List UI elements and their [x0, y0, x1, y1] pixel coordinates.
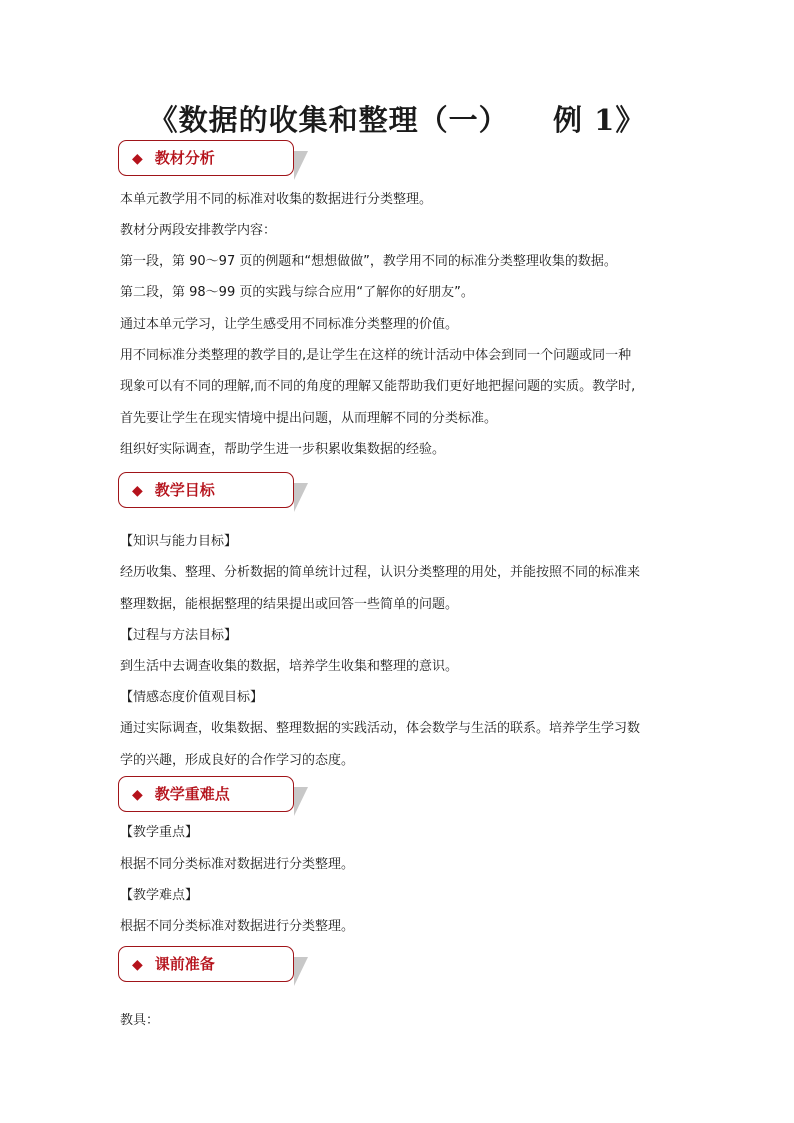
subheading-difficulty: 【教学难点】	[120, 888, 199, 903]
subheading-knowledge: 【知识与能力目标】	[120, 534, 238, 549]
paragraph-line: 用不同标准分类整理的教学目的,是让学生在这样的统计活动中体会到同一个问题或同一种	[120, 348, 632, 363]
subheading-process: 【过程与方法目标】	[120, 628, 238, 643]
page-title: 《数据的收集和整理（一） 例 1》	[148, 103, 646, 137]
section-heading-preparation	[118, 946, 308, 986]
paragraph-line: 学的兴趣，形成良好的合作学习的态度。	[120, 753, 355, 768]
section-heading-label: 教学目标	[154, 481, 215, 499]
paragraph-line: 教材分两段安排教学内容：	[120, 223, 277, 238]
paragraph-line: 通过实际调查，收集数据、整理数据的实践活动，体会数学与生活的联系。培养学生学习数	[120, 721, 641, 736]
diamond-icon: ◆	[132, 151, 143, 167]
diamond-icon: ◆	[132, 787, 143, 803]
paragraph-line: 首先要让学生在现实情境中提出问题，从而理解不同的分类标准。	[120, 411, 498, 426]
subheading-key: 【教学重点】	[120, 825, 199, 840]
paragraph-line: 整理数据，能根据整理的结果提出或回答一些简单的问题。	[120, 597, 459, 612]
section-heading-label: 课前准备	[154, 955, 215, 973]
section-heading-key-points	[118, 776, 308, 816]
subheading-attitude: 【情感态度价值观目标】	[120, 690, 264, 705]
paragraph-line: 第二段，第 98～99 页的实践与综合应用“了解你的好朋友”。	[120, 285, 474, 300]
paragraph-line: 现象可以有不同的理解,而不同的角度的理解又能帮助我们更好地把握问题的实质。教学时,	[120, 379, 636, 394]
section-heading-label: 教材分析	[154, 149, 215, 167]
paragraph-line: 到生活中去调查收集的数据，培养学生收集和整理的意识。	[120, 659, 459, 674]
diamond-icon: ◆	[132, 483, 143, 499]
paragraph-line: 组织好实际调查，帮助学生进一步积累收集数据的经验。	[120, 442, 446, 457]
paragraph-line: 通过本单元学习，让学生感受用不同标准分类整理的价值。	[120, 317, 459, 332]
paragraph-line: 教具：	[120, 1013, 160, 1028]
section-heading-materials	[118, 140, 308, 180]
paragraph-line: 根据不同分类标准对数据进行分类整理。	[120, 857, 355, 872]
diamond-icon: ◆	[132, 957, 143, 973]
paragraph-line: 经历收集、整理、分析数据的简单统计过程，认识分类整理的用处，并能按照不同的标准来	[120, 565, 641, 580]
section-heading-label: 教学重难点	[154, 785, 230, 803]
paragraph-line: 第一段，第 90～97 页的例题和“想想做做”，教学用不同的标准分类整理收集的数据。	[120, 254, 617, 269]
section-heading-objectives	[118, 472, 308, 512]
paragraph-line: 本单元教学用不同的标准对收集的数据进行分类整理。	[120, 192, 433, 207]
paragraph-line: 根据不同分类标准对数据进行分类整理。	[120, 919, 355, 934]
